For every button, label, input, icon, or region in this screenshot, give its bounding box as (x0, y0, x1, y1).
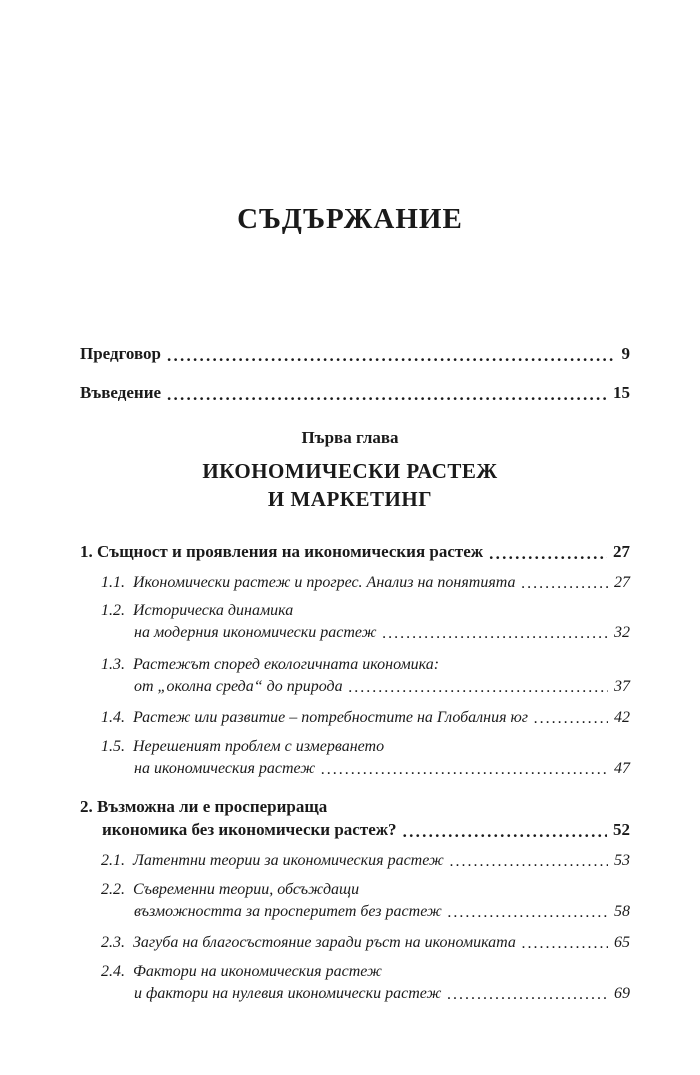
toc-subsection-2-4-first-line[interactable] (101, 963, 382, 981)
toc-section-2[interactable] (102, 820, 630, 840)
dot-leader (382, 625, 608, 641)
subsection-title-cont: и фактори на нулевия икономически растеж (134, 985, 442, 1002)
toc-subsection-page: 47 (614, 760, 630, 777)
toc-subsection-label (101, 574, 522, 592)
section-title-cont: икономика без икономически растеж? (102, 820, 397, 839)
toc-subsection-label (101, 709, 534, 727)
toc-subsection-1-3-first-line[interactable] (101, 656, 439, 674)
subsection-title-cont: на модерния икономически растеж (134, 624, 377, 641)
toc-subsection-page: 65 (614, 934, 630, 951)
dot-leader (447, 986, 608, 1002)
subsection-number: 2.1. (101, 852, 125, 869)
section-number: 1. (80, 542, 93, 561)
subsection-title-cont: възможността за просперитет без растеж (134, 903, 442, 920)
chapter-title-line1: ИКОНОМИЧЕСКИ РАСТЕЖ (202, 459, 498, 483)
toc-subsection-page: 42 (614, 709, 630, 726)
toc-entry-preface[interactable] (80, 344, 630, 364)
dot-leader (522, 935, 608, 951)
toc-subsection-page: 58 (614, 903, 630, 920)
toc-entry-page: 9 (621, 344, 630, 363)
toc-subsection-1-4[interactable] (101, 709, 630, 727)
dot-leader (450, 853, 608, 869)
toc-subsection-1-1[interactable] (101, 574, 630, 592)
toc-subsection-page: 53 (614, 852, 630, 869)
chapter-title-line2: И МАРКЕТИНГ (267, 487, 433, 511)
toc-subsection-1-3[interactable] (134, 678, 630, 696)
dot-leader (349, 679, 608, 695)
toc-subsection-1-5-first-line[interactable] (101, 738, 384, 756)
subsection-title: Икономически растеж и прогрес. Анализ на понятията (133, 574, 516, 591)
toc-subsection-1-5[interactable] (134, 760, 630, 778)
toc-subsection-2-1[interactable] (101, 852, 630, 870)
subsection-number: 1.3. (101, 656, 125, 673)
toc-subsection-label (101, 852, 450, 870)
subsection-number: 2.3. (101, 934, 125, 951)
toc-subsection-2-4[interactable] (134, 985, 630, 1003)
section-title: Същност и проявления на икономическия растеж (97, 542, 484, 561)
dot-leader (321, 761, 608, 777)
toc-section-page: 27 (613, 542, 630, 561)
dot-leader (489, 544, 607, 561)
chapter-label: Първа глава (301, 428, 399, 447)
toc-entry-label: Въведение (80, 383, 162, 402)
toc-section-label (80, 542, 489, 562)
subsection-number: 1.4. (101, 709, 125, 726)
section-title: Възможна ли е просперираща (97, 797, 328, 816)
subsection-number: 1.2. (101, 602, 125, 619)
page-title: СЪДЪРЖАНИЕ (237, 203, 463, 235)
toc-subsection-1-2[interactable] (134, 624, 630, 642)
toc-entry-page: 15 (613, 383, 630, 402)
dot-leader (522, 575, 608, 591)
subsection-title: Растежът според екологичната икономика: (133, 656, 440, 673)
subsection-title: Съвременни теории, обсъждащи (133, 881, 360, 898)
subsection-title: Загуба на благосъстояние заради ръст на икономиката (133, 934, 516, 951)
dot-leader (167, 346, 616, 363)
toc-section-2-first-line[interactable] (80, 797, 327, 817)
dot-leader (167, 385, 607, 402)
subsection-title: Историческа динамика (133, 602, 294, 619)
subsection-number: 1.1. (101, 574, 125, 591)
toc-subsection-page: 37 (614, 678, 630, 695)
toc-subsection-1-2-first-line[interactable] (101, 602, 293, 620)
toc-subsection-2-3[interactable] (101, 934, 630, 952)
toc-subsection-2-2-first-line[interactable] (101, 881, 359, 899)
subsection-title-cont: на икономическия растеж (134, 760, 316, 777)
dot-leader (403, 822, 607, 839)
toc-subsection-page: 69 (614, 985, 630, 1002)
toc-subsection-2-2[interactable] (134, 903, 630, 921)
toc-subsection-page: 27 (614, 574, 630, 591)
section-number: 2. (80, 797, 93, 816)
toc-section-page: 52 (613, 820, 630, 839)
subsection-title: Растеж или развитие – потребностите на Глобалния юг (133, 709, 529, 726)
subsection-title: Латентни теории за икономическия растеж (133, 852, 444, 869)
subsection-title-cont: от „околна среда“ до природа (134, 678, 343, 695)
toc-section-1[interactable] (80, 542, 630, 562)
dot-leader (534, 710, 608, 726)
subsection-number: 2.4. (101, 963, 125, 980)
subsection-number: 2.2. (101, 881, 125, 898)
toc-subsection-page: 32 (614, 624, 630, 641)
toc-entry-label: Предговор (80, 344, 161, 363)
dot-leader (448, 904, 608, 920)
chapter-title (0, 457, 700, 513)
toc-entry-introduction[interactable] (80, 383, 630, 403)
subsection-title: Нерешеният проблем с измерването (133, 738, 385, 755)
subsection-number: 1.5. (101, 738, 125, 755)
toc-subsection-label (101, 934, 522, 952)
subsection-title: Фактори на икономическия растеж (133, 963, 382, 980)
